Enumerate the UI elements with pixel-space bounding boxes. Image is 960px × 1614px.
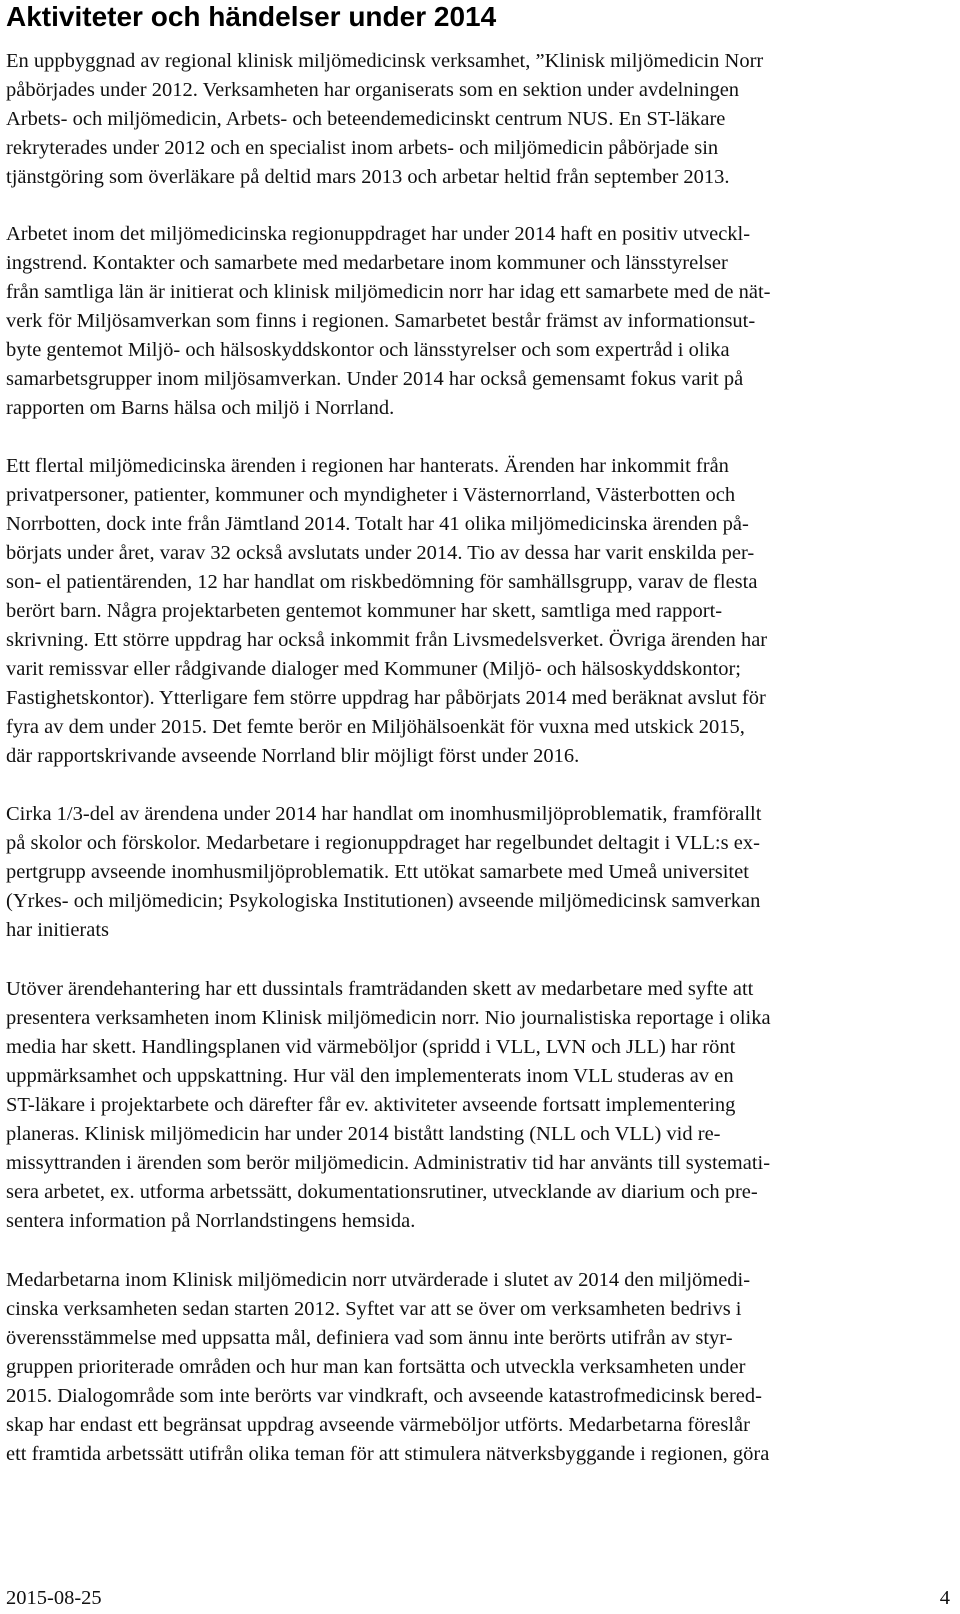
paragraph-4-line-1: Cirka 1/3-del av ärendena under 2014 har handlat om inomhusmiljöproblematik, framförallt [6, 803, 762, 825]
paragraph-5-line-2: presentera verksamheten inom Klinisk miljömedicin norr. Nio journalistiska reportage i olika [6, 1007, 771, 1029]
paragraph-3-line-1: Ett flertal miljömedicinska ärenden i regionen har hanterats. Ärenden har inkommit från [6, 455, 729, 477]
paragraph-3-line-8: varit remissvar eller rådgivande dialoger med Kommuner (Miljö- och hälsoskyddskontor; [6, 658, 741, 680]
footer-date: 2015-08-25 [6, 1587, 102, 1609]
page-number: 4 [939, 1587, 950, 1609]
paragraph-2-line-6: samarbetsgrupper inom miljösamverkan. Under 2014 har också gemensamt fokus varit på [6, 368, 744, 390]
paragraph-6-line-2: cinska verksamheten sedan starten 2012. Syftet var att se över om verksamheten bedrivs i [6, 1298, 742, 1320]
paragraph-4-line-3: pertgrupp avseende inomhusmiljöproblematik. Ett utökat samarbete med Umeå universitet [6, 861, 749, 883]
paragraph-1-line-1: En uppbyggnad av regional klinisk miljömedicinsk verksamhet, ”Klinisk miljömedicin Norr [6, 50, 764, 72]
paragraph-5-line-4: uppmärksamhet och uppskattning. Hur väl den implementerats inom VLL studeras av en [6, 1065, 734, 1087]
paragraph-5-line-5: ST-läkare i projektarbete och därefter får ev. aktiviteter avseende fortsatt implementering [6, 1094, 736, 1116]
paragraph-2-line-2: ingstrend. Kontakter och samarbete med medarbetare inom kommuner och länsstyrelser [6, 252, 728, 274]
paragraph-1-line-2: påbörjades under 2012. Verksamheten har organiserats som en sektion under avdelningen [6, 79, 740, 101]
paragraph-5-line-7: missyttranden i ärenden som berör miljömedicin. Administrativ tid har använts till systemati- [6, 1152, 771, 1174]
paragraph-3-line-10: fyra av dem under 2015. Det femte berör en Miljöhälsoenkät för vuxna med utskick 2015, [6, 716, 745, 738]
paragraph-6-line-4: gruppen prioriterade områden och hur man kan fortsätta och utveckla verksamheten under [6, 1356, 746, 1378]
paragraph-3-line-6: berört barn. Några projektarbeten gentemot kommuner har skett, samtliga med rapport- [6, 600, 723, 622]
paragraph-5-line-6: planeras. Klinisk miljömedicin har under 2014 bistått landsting (NLL och VLL) vid re- [6, 1123, 721, 1145]
paragraph-6-line-6: skap har endast ett begränsat uppdrag avseende värmeböljor utförts. Medarbetarna föreslår [6, 1414, 750, 1436]
paragraph-6-line-1: Medarbetarna inom Klinisk miljömedicin norr utvärderade i slutet av 2014 den miljömedi- [6, 1269, 751, 1291]
paragraph-6-line-7: ett framtida arbetssätt utifrån olika teman för att stimulera nätverksbyggande i regionen, göra [6, 1443, 770, 1465]
paragraph-3-line-9: Fastighetskontor). Ytterligare fem större uppdrag har påbörjats 2014 med beräknat avslut för [6, 687, 766, 709]
paragraph-5-line-3: media har skett. Handlingsplanen vid värmeböljor (spridd i VLL, LVN och JLL) har rönt [6, 1036, 736, 1058]
paragraph-4-line-5: har initierats [6, 919, 110, 941]
paragraph-6-line-3: överensstämmelse med uppsatta mål, definiera vad som ännu inte berörts utifrån av styr- [6, 1327, 733, 1349]
paragraph-2-line-3: från samtliga län är initierat och klinisk miljömedicin norr har idag ett samarbete med de nät- [6, 281, 771, 303]
paragraph-5-line-1: Utöver ärendehantering har ett dussintals framträdanden skett av medarbetare med syfte att [6, 978, 754, 1000]
paragraph-3-line-7: skrivning. Ett större uppdrag har också inkommit från Livsmedelsverket. Övriga ärenden har [6, 629, 768, 651]
paragraph-2-line-4: verk för Miljösamverkan som finns i regionen. Samarbetet består främst av informationsut- [6, 310, 756, 332]
paragraph-2-line-5: byte gentemot Miljö- och hälsoskyddskontor och länsstyrelser och som expertråd i olika [6, 339, 730, 361]
paragraph-3-line-11: där rapportskrivande avseende Norrland blir möjligt först under 2016. [6, 745, 580, 767]
paragraph-5-line-8: sera arbetet, ex. utforma arbetssätt, dokumentationsrutiner, utvecklande av diarium och pre- [6, 1181, 758, 1203]
page-title: Aktiviteter och händelser under 2014 [6, 1, 497, 32]
paragraph-3-line-3: Norrbotten, dock inte från Jämtland 2014. Totalt har 41 olika miljömedicinska ärenden på- [6, 513, 749, 535]
paragraph-1-line-4: rekryterades under 2012 och en specialist inom arbets- och miljömedicin påbörjade sin [6, 137, 719, 159]
paragraph-1-line-5: tjänstgöring som överläkare på deltid mars 2013 och arbetar heltid från september 2013. [6, 166, 730, 188]
paragraph-3-line-4: börjats under året, varav 32 också avslutats under 2014. Tio av dessa har varit enskilda per- [6, 542, 755, 564]
paragraph-4-line-2: på skolor och förskolor. Medarbetare i regionuppdraget har regelbundet deltagit i VLL:s ex- [6, 832, 760, 854]
paragraph-3-line-5: son- el patientärenden, 12 har handlat om riskbedömning för samhällsgrupp, varav de flesta [6, 571, 758, 593]
paragraph-2-line-1: Arbetet inom det miljömedicinska regionuppdraget har under 2014 haft en positiv utveckl- [6, 223, 751, 245]
paragraph-6-line-5: 2015. Dialogområde som inte berörts var vindkraft, och avseende katastrofmedicinsk bered- [6, 1385, 762, 1407]
paragraph-3-line-2: privatpersoner, patienter, kommuner och myndigheter i Västernorrland, Västerbotten och [6, 484, 736, 506]
paragraph-5-line-9: sentera information på Norrlandstingens hemsida. [6, 1210, 416, 1232]
paragraph-2-line-7: rapporten om Barns hälsa och miljö i Norrland. [6, 397, 395, 419]
paragraph-1-line-3: Arbets- och miljömedicin, Arbets- och beteendemedicinskt centrum NUS. En ST-läkare [6, 108, 726, 130]
paragraph-4-line-4: (Yrkes- och miljömedicin; Psykologiska Institutionen) avseende miljömedicinsk samverkan [6, 890, 761, 912]
